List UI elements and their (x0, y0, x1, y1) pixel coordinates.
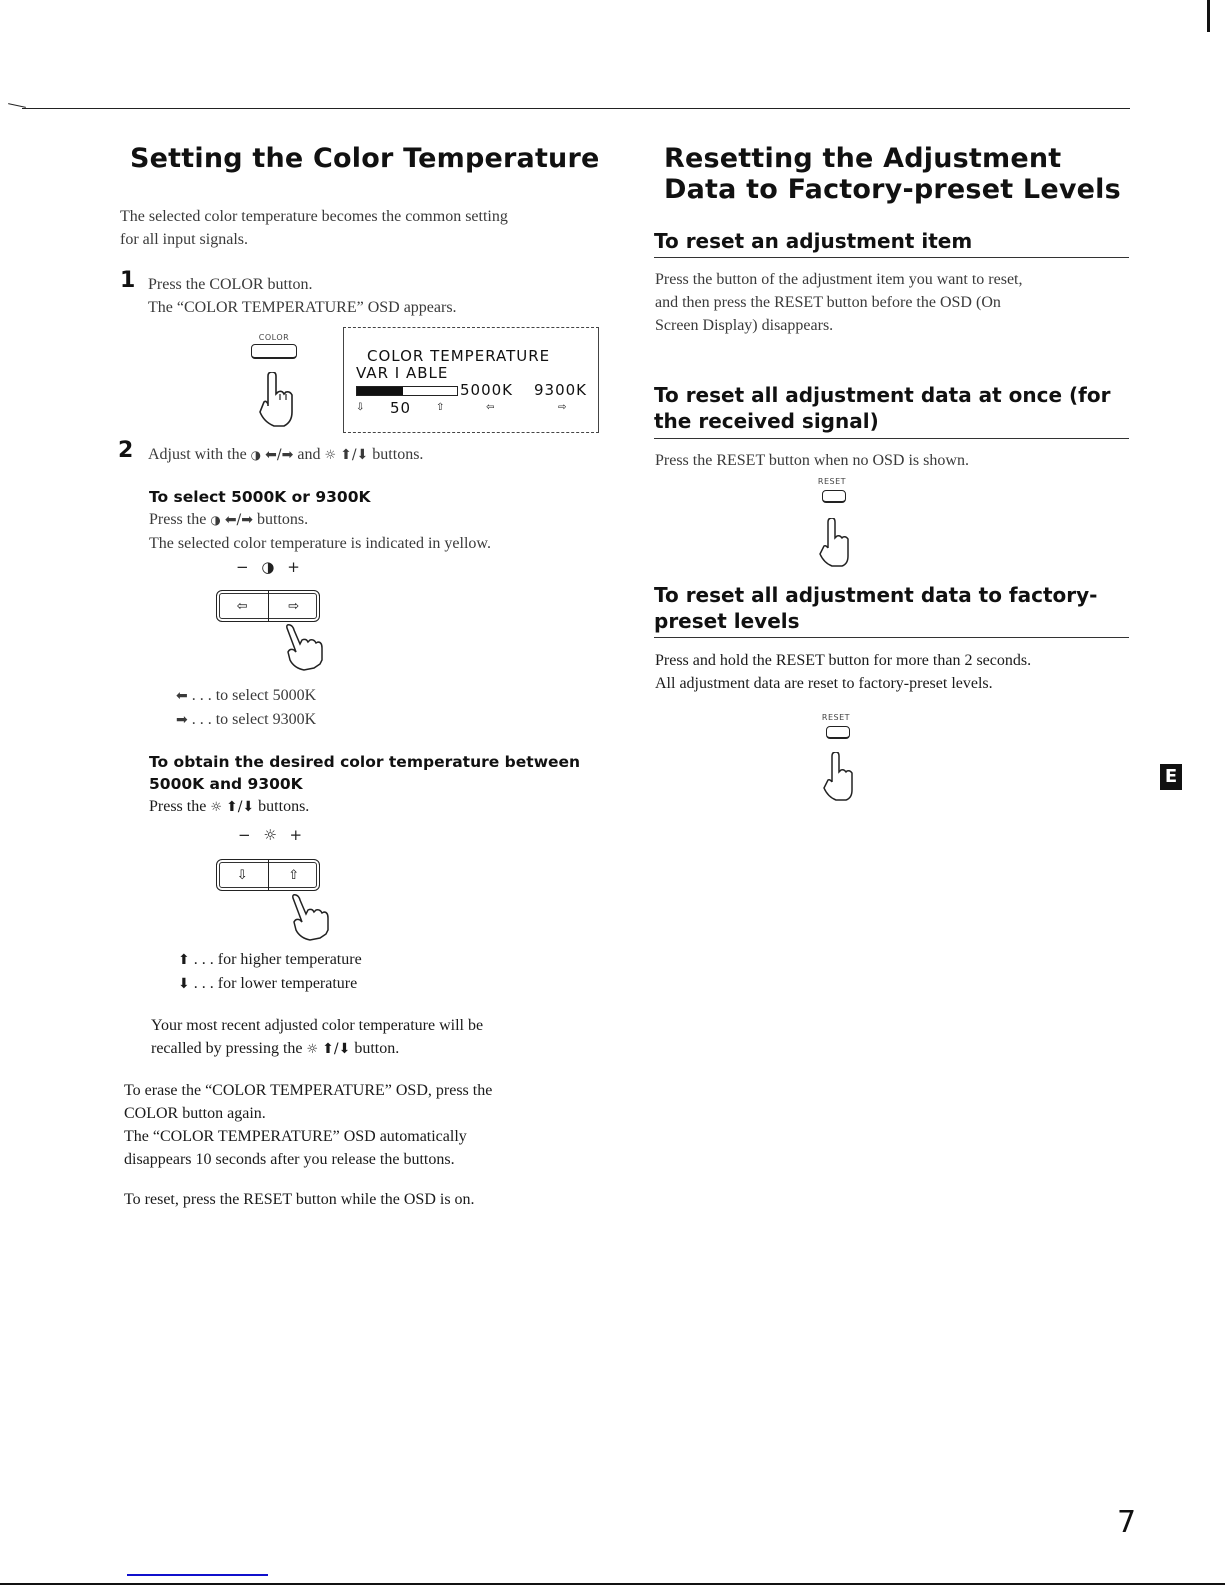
erase-paragraph (124, 1079, 492, 1171)
reset-button-label: RESET (817, 477, 847, 486)
osd-preset-9300: 9300K (534, 381, 588, 399)
recall-line: Your most recent adjusted color temperature will be (151, 1017, 484, 1034)
heading-line: To reset all adjustment data to factory- (654, 583, 1098, 607)
intro-paragraph (120, 205, 508, 251)
step-2-suffix: buttons. (372, 446, 424, 463)
recall-line-suffix: button. (354, 1040, 400, 1057)
select-legend-item (176, 708, 316, 732)
color-button-label: COLOR (258, 333, 290, 342)
up-down-arrows-icon: ⬆/⬇ (225, 799, 255, 815)
reset-all-signal-heading (654, 382, 1110, 434)
pointing-hand-icon (816, 518, 856, 568)
contrast-left-button[interactable]: ⇦ (236, 598, 248, 614)
heading-line: preset levels (654, 609, 800, 633)
recall-paragraph (151, 1014, 483, 1061)
obtain-line-prefix: Press the (149, 798, 207, 815)
page-number: 7 (1117, 1505, 1137, 1540)
brightness-up-button[interactable]: ⇧ (268, 860, 320, 890)
intro-line: The selected color temperature becomes the common setting (120, 208, 508, 225)
osd-right-arrow-icon: ⇨ (558, 402, 567, 413)
heading-line: the received signal) (654, 409, 879, 433)
select-legend-item (176, 684, 316, 708)
erase-line: COLOR button again. (124, 1105, 266, 1122)
reset-factory-body (655, 649, 1031, 695)
osd-left-arrow-icon: ⇦ (486, 402, 495, 413)
body-line: Screen Display) disappears. (655, 317, 834, 334)
pointing-hand-icon (284, 624, 324, 672)
language-tab: E (1160, 764, 1182, 790)
obtain-heading-line: To obtain the desired color temperature between (149, 753, 581, 771)
step-1-text (148, 273, 457, 319)
right-arrow-icon: ➡ (176, 712, 188, 728)
right-title-line: Data to Factory-preset Levels (664, 174, 1121, 205)
select-heading: To select 5000K or 9300K (149, 488, 371, 506)
brightness-icon: ☼ (324, 448, 337, 463)
down-arrow-icon: ⬇ (178, 976, 190, 992)
brightness-down-button[interactable]: ⇩ (236, 867, 248, 883)
reset-item-body (655, 268, 1023, 337)
osd-value: 50 (390, 399, 412, 417)
select-legend-text: . . . to select 5000K (191, 687, 317, 704)
erase-line: disappears 10 seconds after you release the buttons. (124, 1151, 455, 1168)
osd-panel (343, 327, 599, 433)
select-legend-text: . . . to select 9300K (191, 711, 317, 728)
right-title-line: Resetting the Adjustment (664, 143, 1062, 174)
select-legend (176, 684, 316, 732)
reset-note: To reset, press the RESET button while the OSD is on. (124, 1191, 475, 1208)
section-rule (654, 257, 1129, 258)
left-section-title: Setting the Color Temperature (130, 143, 600, 174)
reset-item-heading: To reset an adjustment item (654, 229, 973, 253)
contrast-rocker-symbols: − ◑ + (236, 558, 304, 576)
bottom-link-underline (127, 1574, 268, 1576)
reset-button-label: RESET (821, 713, 851, 722)
brightness-icon: ☼ (306, 1042, 319, 1057)
obtain-heading (149, 751, 580, 795)
select-line-suffix: buttons. (257, 511, 309, 528)
osd-up-icon: ⇧ (436, 402, 445, 413)
obtain-line-suffix: buttons. (258, 798, 310, 815)
obtain-legend-item (178, 972, 362, 996)
up-down-arrows-icon: ⬆/⬇ (340, 447, 369, 463)
up-down-arrows-icon: ⬆/⬇ (322, 1041, 351, 1057)
header-rule (22, 108, 1130, 109)
brightness-icon: ☼ (210, 800, 222, 815)
brightness-rocker-button[interactable] (216, 859, 320, 891)
step-2-and: and (297, 446, 321, 463)
contrast-icon: ◑ (250, 448, 262, 462)
osd-level-fill (357, 387, 403, 395)
recall-line-prefix: recalled by pressing the (151, 1040, 303, 1057)
body-line: Press the button of the adjustment item you want to reset, (655, 271, 1023, 288)
step-2-prefix: Adjust with the (148, 446, 247, 463)
brightness-rocker-symbols: − ☼ + (238, 826, 307, 844)
pointing-hand-icon (820, 752, 860, 802)
obtain-legend (178, 948, 362, 996)
step-1-line: Press the COLOR button. (148, 276, 313, 293)
pointing-hand-icon (290, 894, 330, 942)
reset-factory-heading (654, 582, 1097, 634)
osd-down-icon: ⇩ (356, 402, 365, 413)
left-right-arrows-icon: ⬅/➡ (224, 512, 253, 528)
color-button[interactable] (251, 344, 297, 359)
erase-line: The “COLOR TEMPERATURE” OSD automatically (124, 1128, 467, 1145)
body-line: Press and hold the RESET button for more than 2 seconds. (655, 652, 1032, 669)
contrast-icon: ◑ (210, 513, 221, 527)
obtain-legend-text: . . . for higher temperature (193, 951, 362, 968)
edge-mark (1207, 0, 1210, 32)
obtain-legend-item (178, 948, 362, 972)
obtain-legend-text: . . . for lower temperature (193, 975, 358, 992)
erase-line: To erase the “COLOR TEMPERATURE” OSD, press the (124, 1082, 493, 1099)
step-2-text (148, 443, 423, 467)
section-rule (654, 637, 1129, 638)
obtain-heading-line: 5000K and 9300K (149, 775, 303, 793)
step-1-line: The “COLOR TEMPERATURE” OSD appears. (148, 299, 457, 316)
left-right-arrows-icon: ⬅/➡ (265, 447, 294, 463)
osd-level-bar (356, 386, 458, 396)
reset-button[interactable] (822, 490, 846, 503)
osd-mode: VAR I ABLE (356, 364, 449, 382)
up-arrow-icon: ⬆ (178, 952, 190, 968)
step-number: 2 (118, 438, 134, 463)
right-section-title (664, 143, 1121, 205)
osd-preset-5000: 5000K (460, 381, 514, 399)
heading-line: To reset all adjustment data at once (for (654, 383, 1111, 407)
contrast-rocker-button[interactable] (216, 590, 320, 622)
select-instructions (149, 508, 491, 555)
step-number: 1 (120, 268, 136, 293)
reset-button[interactable] (826, 726, 850, 739)
section-rule (654, 438, 1129, 439)
obtain-instruction (149, 795, 309, 819)
left-arrow-icon: ⬅ (176, 688, 188, 704)
body-line: and then press the RESET button before the OSD (On (655, 294, 1001, 311)
select-line-prefix: Press the (149, 511, 207, 528)
select-line-2: The selected color temperature is indicated in yellow. (149, 535, 491, 552)
intro-line: for all input signals. (120, 231, 248, 248)
body-line: All adjustment data are reset to factory-preset levels. (655, 675, 993, 692)
reset-all-signal-body: Press the RESET button when no OSD is shown. (655, 452, 969, 469)
osd-title: COLOR TEMPERATURE (367, 347, 551, 365)
contrast-right-button[interactable]: ⇨ (268, 591, 320, 621)
pointing-hand-icon (252, 372, 308, 428)
